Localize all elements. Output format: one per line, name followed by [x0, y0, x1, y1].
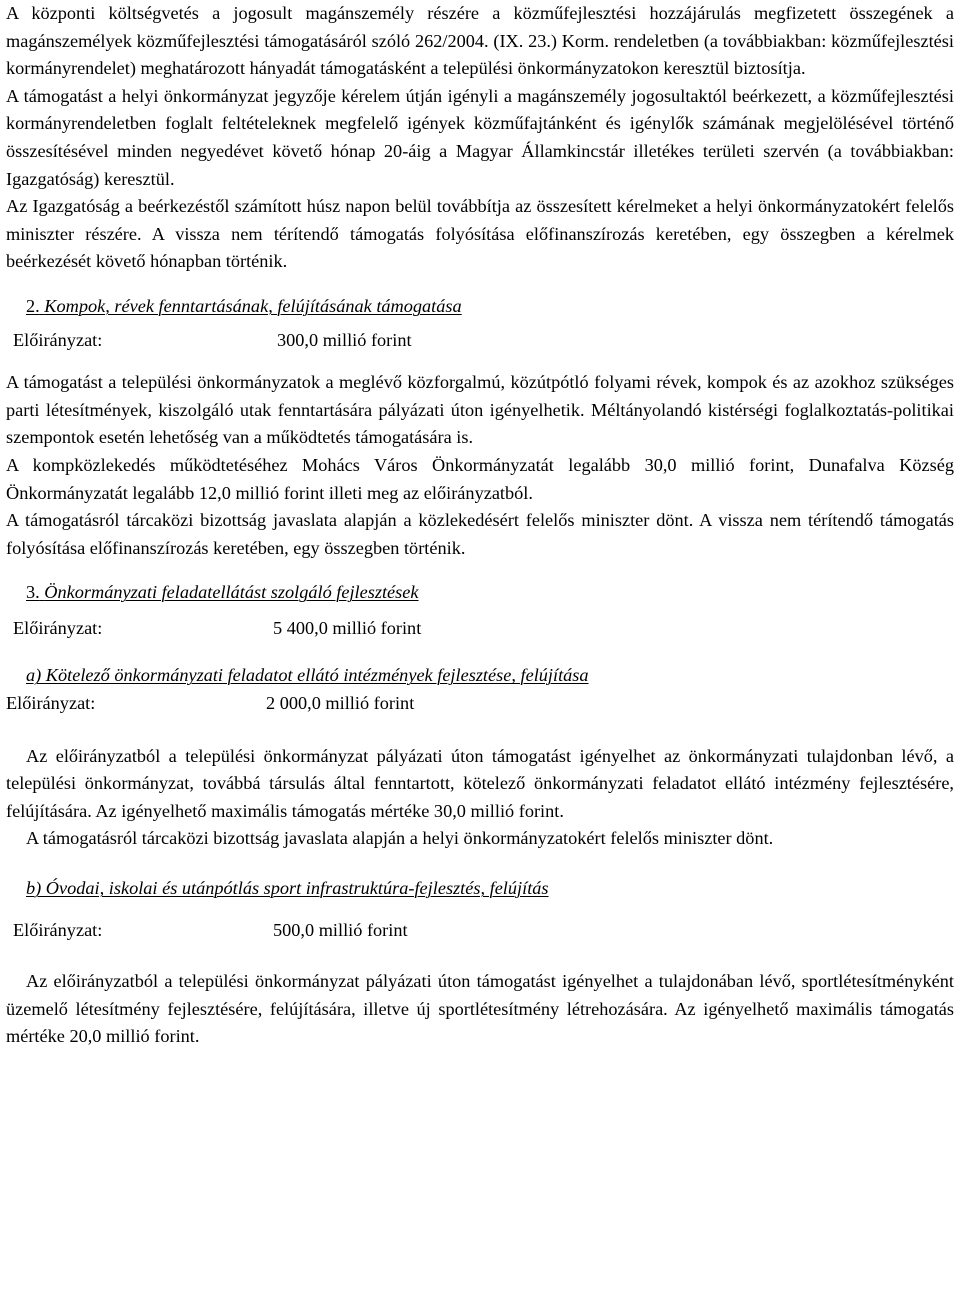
- section-3-appropriation: [6, 615, 954, 643]
- appropriation-value: 2 000,0 millió forint: [266, 693, 415, 714]
- appropriation-value: 300,0 millió forint: [277, 329, 412, 350]
- section-3-number: 3.: [26, 582, 40, 603]
- section-2-title: Kompok, révek fenntartásának, felújításának támogatása: [44, 295, 462, 316]
- section-2-paragraph-2: A kompközlekedés működtetéséhez Mohács Város Önkormányzatát legalább 30,0 millió forint, Dunafalva Község Önkormányzatát legalább 12,0 millió forint illeti meg az előirányzatból.: [6, 454, 954, 503]
- appropriation-label: Előirányzat:: [13, 617, 103, 638]
- section-3-title: Önkormányzati feladatellátást szolgáló fejlesztések: [44, 582, 419, 603]
- section-2-paragraph-1: A támogatást a települési önkormányzatok a meglévő közforgalmú, közútpótló folyami révek, kompok és az azokhoz szükséges parti létesítmények, kiszolgáló utak fenntartására pályázati úton igényelhetik. Méltányolandó kistérségi foglalkoztatás-politikai szempontok esetén lehetőség van a működtetés támogatására is.: [6, 372, 954, 448]
- appropriation-value: 500,0 millió forint: [273, 919, 408, 940]
- section-3b-appropriation: [6, 917, 954, 945]
- appropriation-label: Előirányzat:: [6, 693, 96, 714]
- section-2-paragraph-3: A támogatásról tárcaközi bizottság javaslata alapján a közlekedésért felelős miniszter dönt. A vissza nem térítendő támogatás folyósítása előfinanszírozás keretében, egy összegben történik.: [6, 510, 954, 558]
- intro-paragraph-2: A támogatást a helyi önkormányzat jegyzője kérelem útján igényli a magánszemély jogosultaktól beérkezett, a közműfejlesztési kormányrendeletben foglalt feltételeknek megfelelő igények közműfajtánként és igénylők számának megjelölésével történő összesítésével minden negyedévet követő hónap 20-áig a Magyar Államkincstár illetékes területi szervén (a továbbiakban: Igazgatóság) keresztül.: [6, 85, 954, 189]
- intro-paragraph-1: A központi költségvetés a jogosult magánszemély részére a közműfejlesztési hozzájárulás megfizetett összegének a magánszemélyek közműfejlesztési támogatásáról szóló 262/2004. (IX. 23.) Korm. rendeletben (a továbbiakban: közműfejlesztési kormányrendelet) meghatározott hányadát támogatásként a települési önkormányzatokon keresztül biztosítja.: [6, 3, 954, 79]
- section-2-heading: [26, 293, 954, 321]
- section-3b-paragraph-1: Az előirányzatból a települési önkormányzat pályázati úton támogatást igényelhet a tulajdonában lévő, sportlétesítményként üzemelő létesítmény fejlesztésére, felújítására, illetve új sportlétesítmény létrehozására. Az igényelhető maximális támogatás mértéke 20,0 millió forint.: [6, 971, 954, 1047]
- section-3a-appropriation: [6, 690, 954, 718]
- appropriation-value: 5 400,0 millió forint: [273, 617, 422, 638]
- section-3a-heading: a) Kötelező önkormányzati feladatot ellátó intézmények fejlesztése, felújítása: [26, 665, 589, 686]
- section-2-number: 2.: [26, 295, 40, 316]
- section-3-heading: [26, 579, 954, 607]
- intro-paragraph-3: Az Igazgatóság a beérkezéstől számított húsz napon belül továbbítja az összesített kérelmeket a helyi önkormányzatokért felelős miniszter részére. A vissza nem térítendő támogatás folyósítása előfinanszírozás keretében, egy összegben a kérelmek beérkezését követő hónapban történik.: [6, 196, 954, 272]
- appropriation-label: Előirányzat:: [13, 919, 103, 940]
- section-2-appropriation: [6, 327, 954, 355]
- section-3a-paragraph-1: Az előirányzatból a települési önkormányzat pályázati úton támogatást igényelhet az önkormányzati tulajdonban lévő, a települési önkormányzat, továbbá társulás által fenntartott, kötelező önkormányzati feladatot ellátó intézmény fejlesztésére, felújítására. Az igényelhető maximális támogatás mértéke 30,0 millió forint.: [6, 745, 954, 821]
- appropriation-label: Előirányzat:: [13, 329, 103, 350]
- section-3b-heading: b) Óvodai, iskolai és utánpótlás sport infrastruktúra-fejlesztés, felújítás: [26, 878, 549, 899]
- section-3a-paragraph-2: A támogatásról tárcaközi bizottság javaslata alapján a helyi önkormányzatokért felelős miniszter dönt.: [26, 828, 774, 849]
